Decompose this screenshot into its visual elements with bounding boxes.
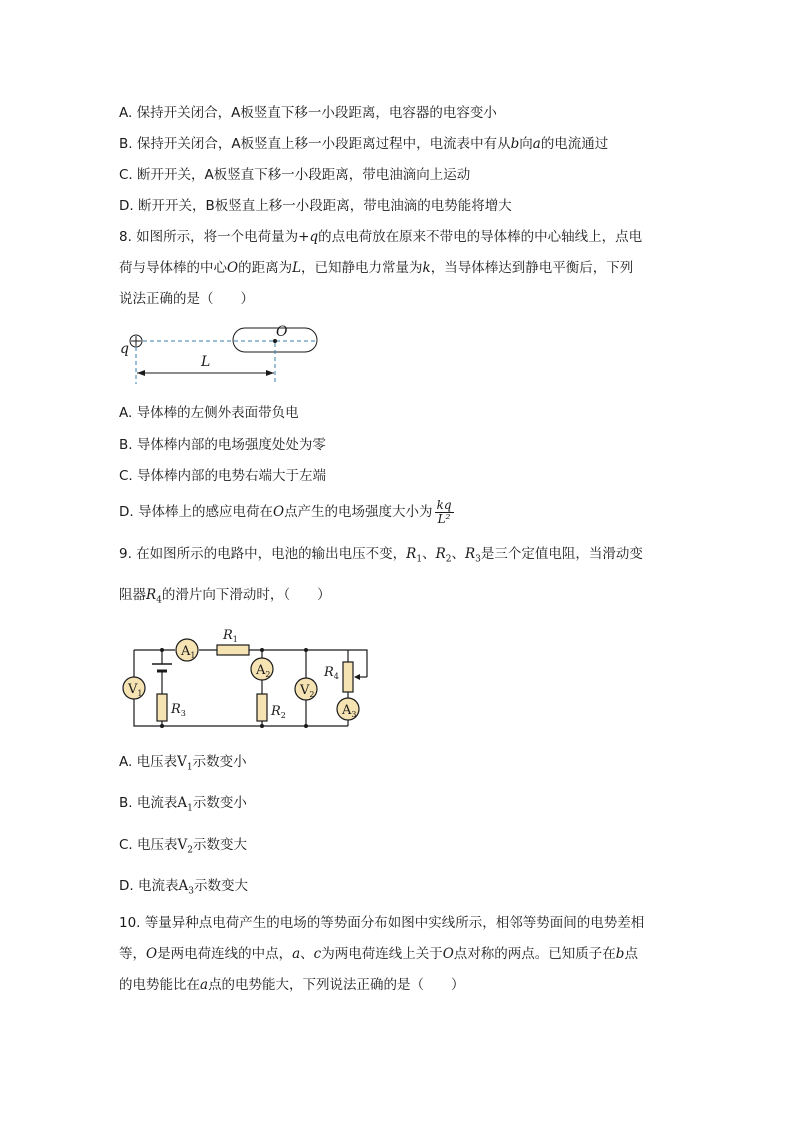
a2-label: $A_2$	[256, 663, 271, 679]
q9-option-a: A. 电压表$V_1$示数变小	[119, 754, 247, 773]
q10-stem-line2: 等，O是两电荷连线的中点，a、c为两电荷连线上关于O点对称的两点。已知质子在b点	[119, 946, 638, 962]
fraction-kq-over-l2: $\frac{kq}{\text{L²}}$	[436, 497, 452, 526]
resistor-r2	[257, 694, 267, 721]
q7-option-b: B. 保持开关闭合，A板竖直上移一小段距离过程中，电流表中有从b向a的电流通过	[119, 136, 609, 152]
distance-label: L	[201, 354, 211, 370]
q9-stem-line2: 阻器$R_4$的滑片向下滑动时，（ ）	[119, 587, 331, 606]
q9-stem-line1: 9. 在如图所示的电路中，电池的输出电压不变，$R_1$、$R_2$、$R_3$是三个定值电阻，当滑动变	[119, 546, 643, 565]
q8-option-d: D. 导体棒上的感应电荷在O点产生的电场强度大小为 $\frac{kq}{\text{L²}}$	[119, 497, 452, 526]
v1-label: $V_1$	[128, 682, 143, 698]
q8-option-b: B. 导体棒内部的电场强度处处为零	[119, 437, 326, 453]
q8-figure	[115, 322, 325, 384]
q8-option-a: A. 导体棒的左侧外表面带负电	[119, 405, 299, 421]
charge-label: q	[120, 341, 129, 357]
q7-option-c: C. 断开开关，A板竖直下移一小段距离，带电油滴向上运动	[119, 167, 471, 183]
v2-label: $V_2$	[300, 683, 315, 699]
r2-label: $R_2$	[271, 704, 286, 720]
resistor-r3	[157, 694, 167, 721]
q9-option-c: C. 电压表$V_2$示数变大	[119, 837, 247, 856]
q8-option-c: C. 导体棒内部的电势右端大于左端	[119, 468, 327, 484]
rheostat-r4	[343, 662, 353, 692]
resistor-r1	[217, 645, 249, 655]
q9-circuit-figure	[113, 622, 373, 732]
q8-stem-line2: 荷与导体棒的中心O的距离为L，已知静电力常量为k，当导体棒达到静电平衡后，下列	[119, 260, 634, 276]
q7-option-d: D. 断开开关，B板竖直上移一小段距离，带电油滴的电势能将增大	[119, 198, 512, 214]
a3-label: $A_3$	[342, 703, 357, 719]
a1-label: $A_1$	[181, 644, 196, 660]
q10-stem-line3: 的电势能比在a点的电势能大，下列说法正确的是（ ）	[119, 977, 465, 993]
q9-option-d: D. 电流表$A_3$示数变大	[119, 878, 248, 897]
q9-option-b: B. 电流表$A_1$示数变小	[119, 795, 247, 814]
q8-stem-line1: 8. 如图所示，将一个电荷量为+q的点电荷放在原来不带电的导体棒的中心轴线上，点电	[119, 229, 643, 245]
r4-label: $R_4$	[324, 665, 339, 681]
q7-option-a: A. 保持开关闭合，A板竖直下移一小段距离，电容器的电容变小	[119, 105, 497, 121]
center-label: O	[276, 324, 288, 340]
q10-stem-line1: 10. 等量异种点电荷产生的电场的等势面分布如图中实线所示，相邻等势面间的电势差相	[119, 915, 645, 931]
r1-label: $R_1$	[223, 628, 238, 644]
q8-stem-line3: 说法正确的是（ ）	[119, 291, 254, 307]
r3-label: $R_3$	[171, 702, 186, 718]
